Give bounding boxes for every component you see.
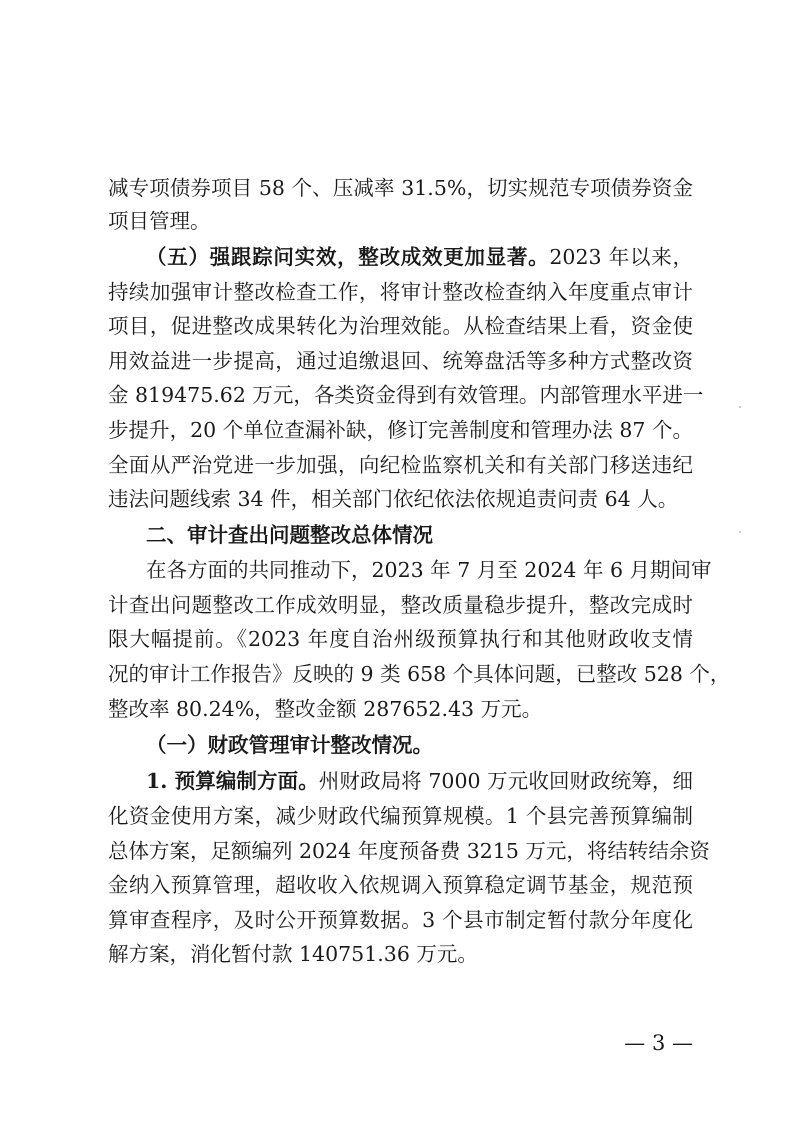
body-text-line: 用效益进一步提高，通过追缴退回、统筹盘活等多种方式整改资 [108,349,693,373]
body-text-line: 限大幅提前。《2023 年度自治州级预算执行和其他财政收支情 [108,627,693,651]
body-text-line: 解方案，消化暂付款 140751.36 万元。 [108,942,478,966]
item-one-heading: 1. 预算编制方面。 [146,769,319,793]
item-one-paragraph-start: 1. 预算编制方面。州财政局将 7000 万元收回财政统筹，细 [146,769,693,793]
body-text-line: 整改率 80.24%，整改金额 287652.43 万元。 [108,697,543,721]
body-text-line: 况的审计工作报告》反映的 9 类 658 个具体问题，已整改 528 个， [108,662,731,686]
body-text-line: 在各方面的共同推动下，2023 年 7 月至 2024 年 6 月期间审 [146,558,712,582]
section-five-heading: （五）强跟踪问实效，整改成效更加显著。 [146,245,550,269]
body-text-line: 算审查程序，及时公开预算数据。3 个县市制定暂付款分年度化 [108,908,693,932]
scan-speck [739,531,741,533]
body-text-line: 步提升，20 个单位查漏补缺，修订完善制度和管理办法 87 个。 [108,418,693,442]
scan-speck [739,406,741,408]
body-text-line: 全面从严治党进一步加强，向纪检监察机关和有关部门移送违纪 [108,453,693,477]
body-text-line: 计查出问题整改工作成效明显，整改质量稳步提升，整改完成时 [108,593,693,617]
body-text-line: 持续加强审计整改检查工作，将审计整改检查纳入年度重点审计 [108,280,693,304]
body-text-line: 减专项债券项目 58 个、压减率 31.5%，切实规范专项债券资金 [108,176,693,200]
body-text-line: 化资金使用方案，减少财政代编预算规模。1 个县完善预算编制 [108,804,693,828]
body-text-line: 金纳入预算管理，超收收入依规调入预算稳定调节基金，规范预 [108,873,693,897]
section-two-heading: 二、审计查出问题整改总体情况 [146,523,433,547]
body-text-line: 项目管理。 [108,209,211,233]
body-text-line: 项目，促进整改成果转化为治理效能。从检查结果上看，资金使 [108,314,693,338]
page-number: — 3 — [624,1031,693,1055]
subsection-one-heading: （一）财政管理审计整改情况。 [146,733,433,757]
section-five-paragraph-start: （五）强跟踪问实效，整改成效更加显著。2023 年以来， [146,245,694,269]
body-text-line: 金 819475.62 万元，各类资金得到有效管理。内部管理水平进一 [108,383,704,407]
body-text-line: 违法问题线索 34 件，相关部门依纪依法依规追责问责 64 人。 [108,487,679,511]
body-text-line: 总体方案，足额编列 2024 年度预备费 3215 万元，将结转结余资 [108,839,710,863]
